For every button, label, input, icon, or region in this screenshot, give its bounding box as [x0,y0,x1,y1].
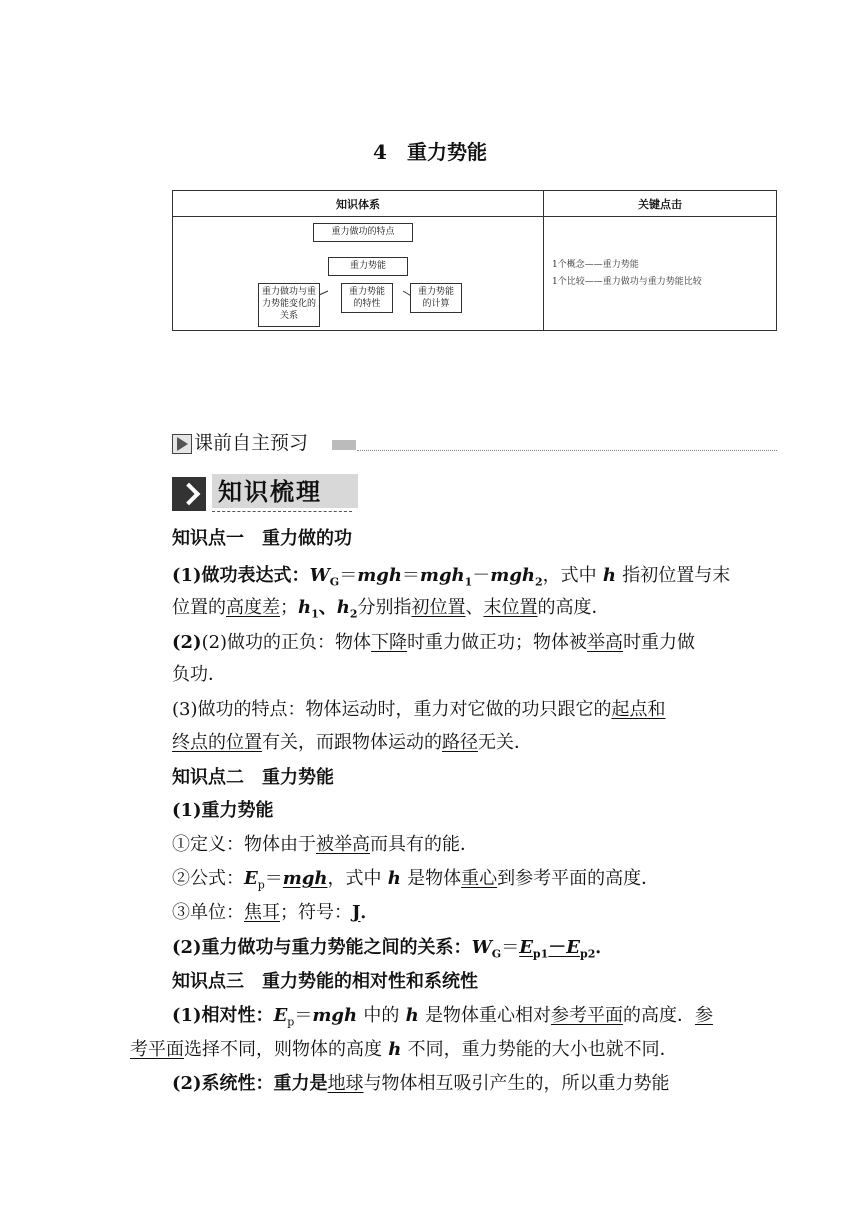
box-work-energy-relation: 重力做功与重力势能变化的关系 [258,283,320,327]
knowledge-header-label: 知识梳理 [212,474,358,508]
key-point-2: 1个比较——重力做功与重力势能比较 [552,276,702,287]
key-points-cell [544,217,777,331]
chevron-right-icon [172,477,206,511]
header-bar [332,440,356,450]
para-line-14: (2)系统性：重力是地球与物体相互吸引产生的，所以重力势能 [172,1073,670,1094]
para-line-9: ②公式：$E_p=mgh$，式中 h 是物体重心到参考平面的高度． [172,868,660,892]
triangle-icon [172,434,192,454]
box-gravitational-potential-energy: 重力势能 [328,257,408,276]
para-line-6: 终点的位置有关，而跟物体运动的路径无关． [172,732,532,753]
section-header-label: 课前自主预习 [194,432,309,454]
para-line-12: (1)相对性：$E_p=mgh$ 中的 h 是物体重心相对参考平面的高度．参 [172,1005,713,1029]
header-dotted-line [357,450,777,451]
page-title: 4 重力势能 [373,140,487,164]
column-header-knowledge-system: 知识体系 [173,191,544,217]
para-line-8: ①定义：物体由于被举高而具有的能． [172,834,478,855]
para-line-13: 考平面选择不同，则物体的高度 h 不同，重力势能的大小也就不同． [130,1039,678,1060]
para-line-7: (1)重力势能 [172,800,274,821]
knowledge-diagram-cell [173,217,544,331]
kp2-heading: 知识点二 重力势能 [172,767,334,788]
column-header-key-points: 关键点击 [544,191,777,217]
para-line-4: 负功． [172,664,226,685]
para-line-11: (2)重力做功与重力势能之间的关系：$W_G=E_{p1}-E_{p2}$． [172,937,614,961]
box-energy-calculation: 重力势能的计算 [410,283,462,313]
para-line-5: (3)做功的特点：物体运动时，重力对它做的功只跟它的起点和 [172,699,666,720]
para-line-2: 位置的高度差；$h_1$、$h_2$分别指初位置、末位置的高度． [172,597,610,621]
box-energy-properties: 重力势能的特性 [341,283,393,313]
kp1-heading: 知识点一 重力做的功 [172,528,352,549]
para-line-3: (2)(2)做功的正负：物体下降时重力做正功；物体被举高时重力做 [172,632,696,653]
para-line-10: ③单位：焦耳；符号：J． [172,902,379,923]
key-point-1: 1个概念——重力势能 [552,259,639,270]
para-line-1: (1)做功表达式：$W_G=mgh=mgh_1-mgh_2$，式中 h 指初位置与末 [172,565,731,589]
section-header-preview [172,430,777,456]
knowledge-header-dash [212,511,352,512]
box-gravity-work-feature: 重力做功的特点 [313,223,413,242]
knowledge-summary-table [172,190,777,331]
kp3-heading: 知识点三 重力势能的相对性和系统性 [172,971,478,992]
